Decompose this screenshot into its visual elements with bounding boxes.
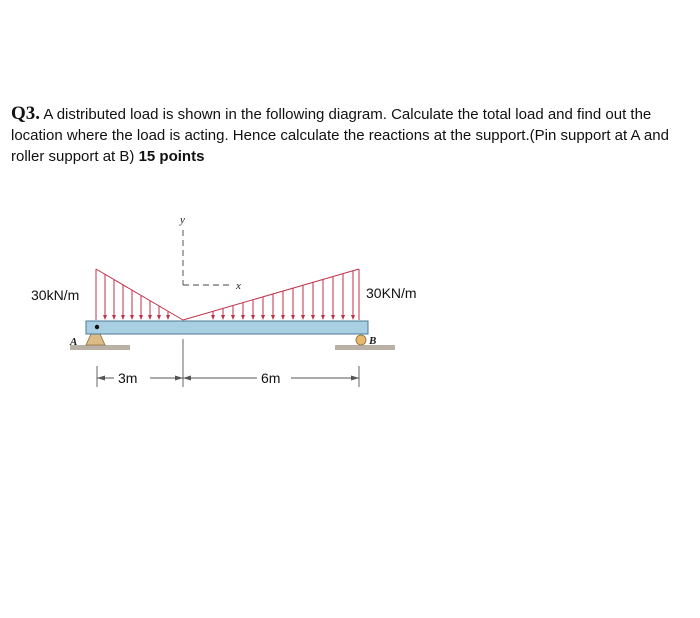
question-points: 15 points	[138, 148, 205, 165]
dim-right-label: 6m	[261, 370, 281, 386]
question-number: Q3.	[11, 103, 41, 124]
load-arrowhead	[211, 315, 215, 320]
dim-left-label: 3m	[118, 370, 138, 386]
load-arrowhead	[251, 315, 255, 320]
pin-marker	[95, 325, 99, 329]
load-arrowhead	[261, 315, 265, 320]
roller-support-b	[356, 335, 366, 345]
distributed-load	[96, 269, 359, 320]
load-arrowhead	[331, 315, 335, 320]
beam	[86, 321, 368, 334]
coordinate-axes	[183, 230, 232, 285]
right-load-label: 30KN/m	[366, 285, 417, 301]
support-b-label: B	[369, 335, 377, 347]
ground-b	[335, 345, 395, 350]
question-body: A distributed load is shown in the following diagram. Calculate the total load and find out the location where the load is acting. Hence calculate the reactions at the support.(Pin support at A and roller support at B)	[11, 106, 669, 165]
ground-a	[70, 345, 130, 350]
load-arrowhead	[291, 315, 295, 320]
axis-y-label: y	[180, 214, 185, 226]
load-arrowhead	[231, 315, 235, 320]
load-arrowhead	[341, 315, 345, 320]
load-arrowhead	[281, 315, 285, 320]
load-arrowhead	[311, 315, 315, 320]
load-arrowhead	[301, 315, 305, 320]
load-arrowhead	[112, 315, 116, 320]
load-arrowhead	[351, 315, 355, 320]
load-arrowhead	[121, 315, 125, 320]
support-a-label: A	[70, 336, 78, 348]
pin-support-a	[86, 334, 105, 345]
load-arrowhead	[157, 315, 161, 320]
load-arrowhead	[103, 315, 107, 320]
left-load-label: 30kN/m	[31, 287, 80, 303]
load-arrowhead	[221, 315, 225, 320]
load-arrowhead	[139, 315, 143, 320]
load-arrowhead	[166, 315, 170, 320]
load-arrowhead	[241, 315, 245, 320]
load-arrowhead	[130, 315, 134, 320]
axis-x-label: x	[236, 280, 241, 292]
load-arrowhead	[271, 315, 275, 320]
load-arrowhead	[148, 315, 152, 320]
load-arrowhead	[321, 315, 325, 320]
